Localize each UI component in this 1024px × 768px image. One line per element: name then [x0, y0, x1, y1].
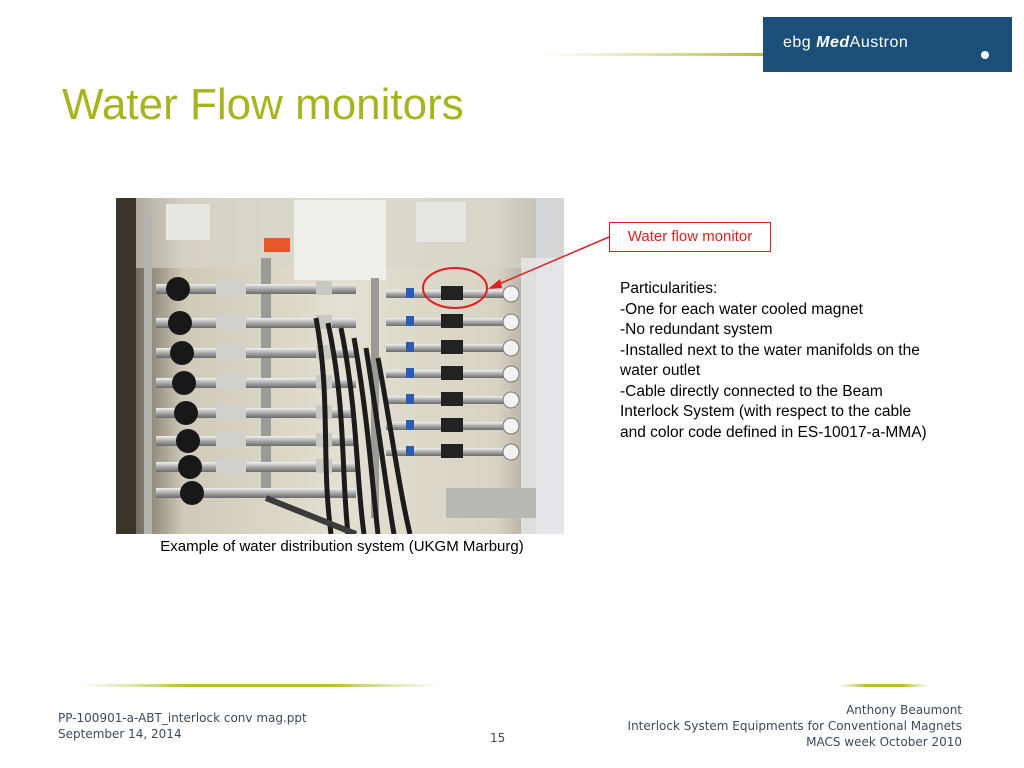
page-number: 15: [490, 731, 506, 745]
particularities-text: [620, 279, 940, 443]
footer-presenter-info: [628, 702, 962, 750]
photo-caption: Example of water distribution system (UKGM Marburg): [160, 538, 524, 555]
body-line: -No redundant system: [620, 321, 773, 338]
body-line: Particularities:: [620, 280, 718, 297]
footer-date: September 14, 2014: [58, 727, 182, 741]
footer-event: MACS week October 2010: [806, 735, 962, 749]
footer-rule: [80, 683, 440, 688]
footer-talk: Interlock System Equipments for Conventional Magnets: [627, 719, 962, 733]
callout-label: Water flow monitor: [609, 222, 771, 252]
footer-filename: PP-100901-a-ABT_interlock conv mag.ppt: [58, 711, 307, 725]
logo-dot-icon: [978, 49, 992, 61]
water-distribution-photo: [116, 198, 564, 534]
body-line: -One for each water cooled magnet: [620, 300, 863, 318]
slide-title: Water Flow monitors: [62, 80, 464, 129]
footer-author: Anthony Beaumont: [846, 703, 962, 717]
body-line: -Cable directly connected to the Beam Interlock System (with respect to the cable and color code defined in ES-10017-a-MMA): [620, 382, 927, 441]
body-line: -Installed next to the water manifolds on the water outlet: [620, 341, 920, 379]
logo-text: ebg MedAustron: [783, 34, 909, 51]
footer-file-info: [58, 710, 307, 742]
footer-rule: [838, 683, 930, 688]
